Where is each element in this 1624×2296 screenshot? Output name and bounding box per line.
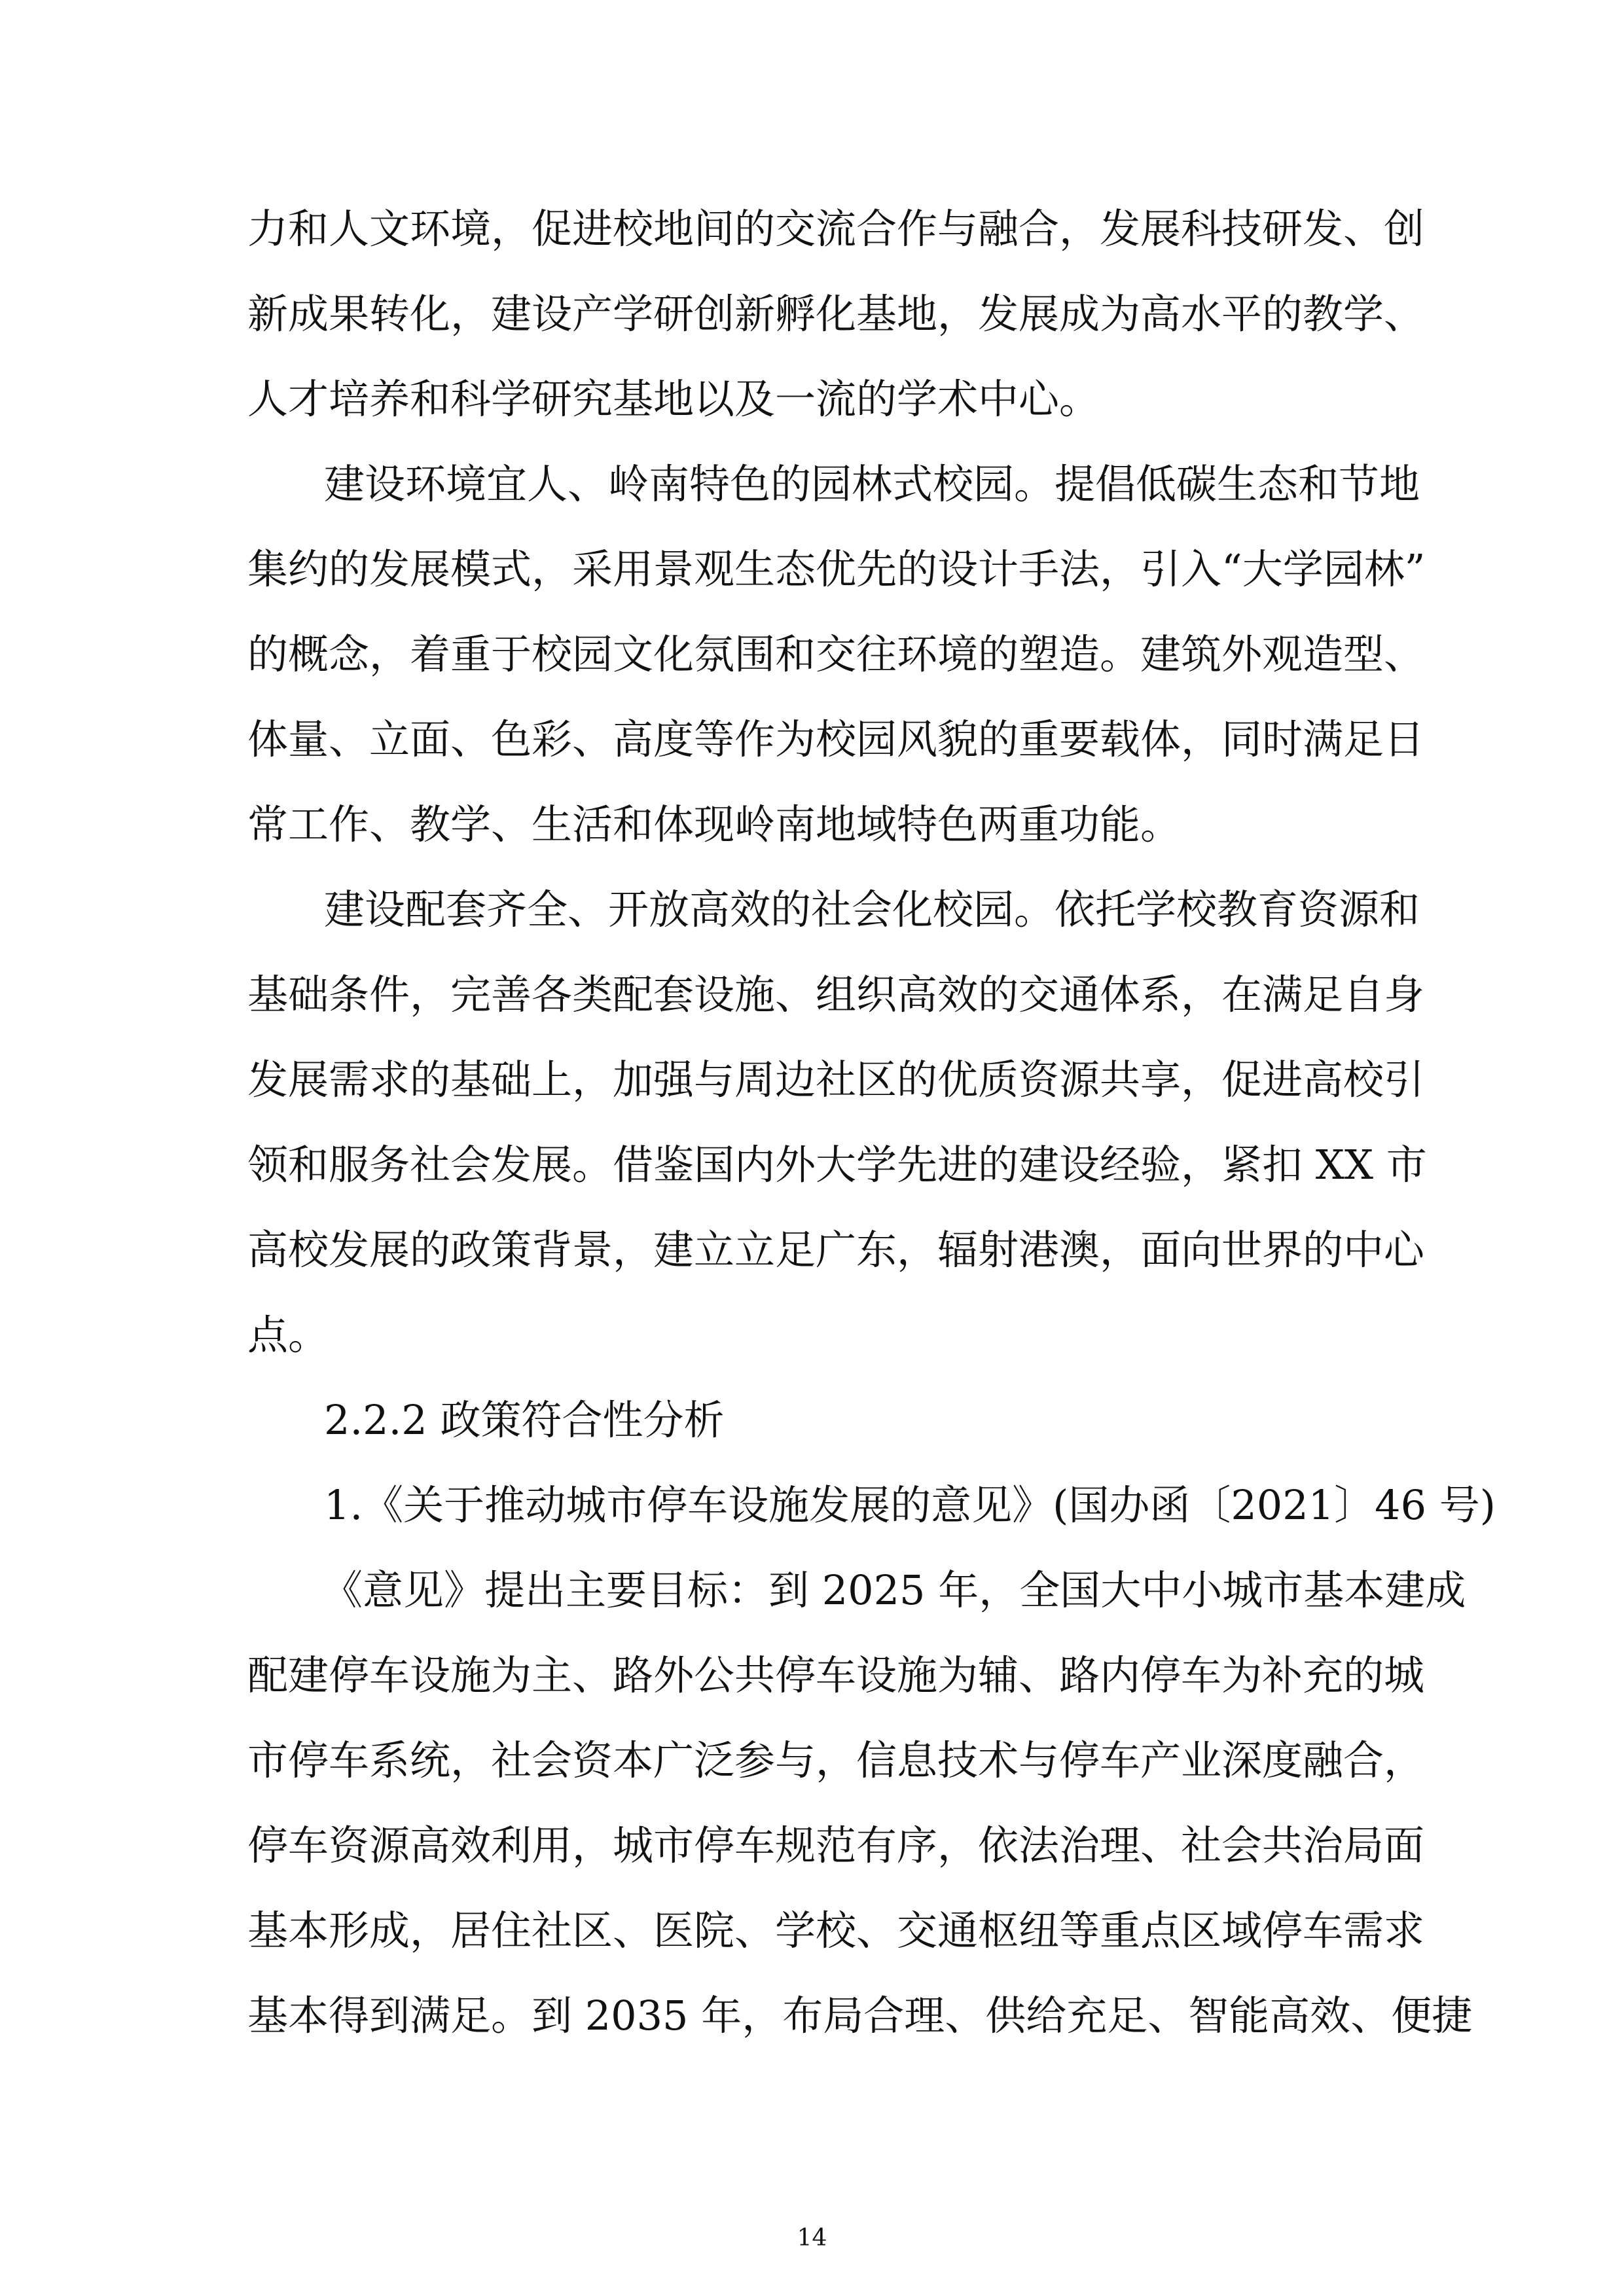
text-line: 的概念，着重于校园文化氛围和交往环境的塑造。建筑外观造型、 bbox=[247, 630, 1425, 678]
text-line: 领和服务社会发展。借鉴国内外大学先进的建设经验，紧扣 XX 市 bbox=[247, 1141, 1427, 1189]
paragraph-first-line: 《意见》提出主要目标：到 2025 年，全国大中小城市基本建成 bbox=[322, 1566, 1466, 1614]
text-line: 发展需求的基础上，加强与周边社区的优质资源共享，促进高校引 bbox=[247, 1056, 1425, 1103]
text-line: 基本得到满足。到 2035 年，布局合理、供给充足、智能高效、便捷 bbox=[247, 1992, 1473, 2039]
text-line: 人才培养和科学研究基地以及一流的学术中心。 bbox=[247, 375, 1100, 423]
page-number: 14 bbox=[797, 2225, 827, 2251]
text-line: 常工作、教学、生活和体现岭南地域特色两重功能。 bbox=[247, 800, 1182, 848]
text-line: 配建停车设施为主、路外公共停车设施为辅、路内停车为补充的城 bbox=[247, 1651, 1425, 1699]
text-line: 基本形成，居住社区、医院、学校、交通枢纽等重点区域停车需求 bbox=[247, 1907, 1425, 1954]
text-line: 体量、立面、色彩、高度等作为校园风貌的重要载体，同时满足日 bbox=[247, 715, 1425, 763]
paragraph-first-line: 建设环境宜人、岭南特色的园林式校园。提倡低碳生态和节地 bbox=[324, 460, 1420, 508]
text-line: 力和人文环境，促进校地间的交流合作与融合，发展科技研发、创 bbox=[247, 205, 1425, 253]
paragraph-first-line: 建设配套齐全、开放高效的社会化校园。依托学校教育资源和 bbox=[324, 886, 1420, 933]
text-line: 集约的发展模式，采用景观生态优先的设计手法，引入“大学园林” bbox=[247, 545, 1426, 593]
text-line: 市停车系统，社会资本广泛参与，信息技术与停车产业深度融合， bbox=[247, 1736, 1425, 1784]
text-line: 停车资源高效利用，城市停车规范有序，依法治理、社会共治局面 bbox=[247, 1821, 1425, 1869]
text-line: 基础条件，完善各类配套设施、组织高效的交通体系，在满足自身 bbox=[247, 971, 1425, 1018]
text-line: 点。 bbox=[247, 1311, 329, 1359]
text-line: 新成果转化，建设产学研创新孵化基地，发展成为高水平的教学、 bbox=[247, 290, 1425, 338]
policy-title: 1.《关于推动城市停车设施发展的意见》(国办函〔2021〕46 号) bbox=[324, 1481, 1496, 1529]
section-heading: 2.2.2 政策符合性分析 bbox=[324, 1396, 725, 1444]
text-line: 高校发展的政策背景，建立立足广东，辐射港澳，面向世界的中心 bbox=[247, 1226, 1425, 1274]
